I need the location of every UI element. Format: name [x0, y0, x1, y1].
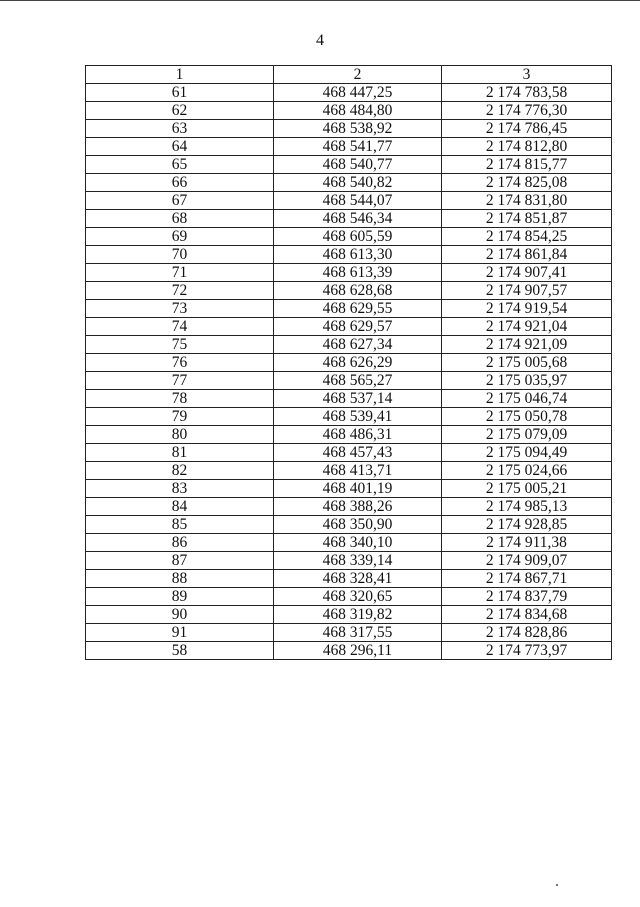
x-coordinate-cell: 468 413,71	[274, 462, 442, 480]
y-coordinate-cell: 2 174 776,30	[442, 102, 612, 120]
table-row	[86, 588, 612, 606]
page-top-edge	[0, 0, 640, 1]
y-coordinate-cell: 2 175 024,66	[442, 462, 612, 480]
y-coordinate-cell: 2 175 094,49	[442, 444, 612, 462]
table-row	[86, 336, 612, 354]
point-number-cell: 66	[86, 174, 274, 192]
point-number-cell: 63	[86, 120, 274, 138]
y-coordinate-cell: 2 174 828,86	[442, 624, 612, 642]
table-row	[86, 480, 612, 498]
x-coordinate-cell: 468 447,25	[274, 84, 442, 102]
table-row	[86, 498, 612, 516]
point-number-cell: 85	[86, 516, 274, 534]
x-coordinate-cell: 468 629,57	[274, 318, 442, 336]
point-number-cell: 69	[86, 228, 274, 246]
x-coordinate-cell: 468 296,11	[274, 642, 442, 660]
point-number-cell: 72	[86, 282, 274, 300]
table-row	[86, 84, 612, 102]
y-coordinate-cell: 2 175 005,68	[442, 354, 612, 372]
x-coordinate-cell: 468 629,55	[274, 300, 442, 318]
table-row	[86, 390, 612, 408]
table-row	[86, 516, 612, 534]
table-row	[86, 570, 612, 588]
x-coordinate-cell: 468 317,55	[274, 624, 442, 642]
table-row	[86, 444, 612, 462]
point-number-cell: 58	[86, 642, 274, 660]
y-coordinate-cell: 2 174 907,41	[442, 264, 612, 282]
point-number-cell: 84	[86, 498, 274, 516]
scan-speck	[556, 884, 558, 886]
x-coordinate-cell: 468 565,27	[274, 372, 442, 390]
x-coordinate-cell: 468 319,82	[274, 606, 442, 624]
point-number-cell: 61	[86, 84, 274, 102]
table-row	[86, 156, 612, 174]
header-cell-x: 2	[274, 66, 442, 84]
point-number-cell: 76	[86, 354, 274, 372]
point-number-cell: 82	[86, 462, 274, 480]
y-coordinate-cell: 2 174 861,84	[442, 246, 612, 264]
point-number-cell: 68	[86, 210, 274, 228]
table-row	[86, 120, 612, 138]
y-coordinate-cell: 2 174 825,08	[442, 174, 612, 192]
y-coordinate-cell: 2 174 851,87	[442, 210, 612, 228]
x-coordinate-cell: 468 628,68	[274, 282, 442, 300]
point-number-cell: 91	[86, 624, 274, 642]
x-coordinate-cell: 468 350,90	[274, 516, 442, 534]
y-coordinate-cell: 2 174 786,45	[442, 120, 612, 138]
x-coordinate-cell: 468 484,80	[274, 102, 442, 120]
coordinates-table	[85, 65, 612, 660]
point-number-cell: 86	[86, 534, 274, 552]
point-number-cell: 62	[86, 102, 274, 120]
table-row	[86, 300, 612, 318]
point-number-cell: 65	[86, 156, 274, 174]
y-coordinate-cell: 2 174 815,77	[442, 156, 612, 174]
table-row	[86, 102, 612, 120]
table-row	[86, 552, 612, 570]
table-header-row	[86, 66, 612, 84]
x-coordinate-cell: 468 388,26	[274, 498, 442, 516]
y-coordinate-cell: 2 174 834,68	[442, 606, 612, 624]
header-cell-point: 1	[86, 66, 274, 84]
table-row	[86, 228, 612, 246]
point-number-cell: 70	[86, 246, 274, 264]
y-coordinate-cell: 2 174 867,71	[442, 570, 612, 588]
point-number-cell: 90	[86, 606, 274, 624]
x-coordinate-cell: 468 605,59	[274, 228, 442, 246]
y-coordinate-cell: 2 174 921,09	[442, 336, 612, 354]
table-row	[86, 606, 612, 624]
y-coordinate-cell: 2 175 046,74	[442, 390, 612, 408]
y-coordinate-cell: 2 175 050,78	[442, 408, 612, 426]
x-coordinate-cell: 468 538,92	[274, 120, 442, 138]
point-number-cell: 81	[86, 444, 274, 462]
table-row	[86, 138, 612, 156]
point-number-cell: 88	[86, 570, 274, 588]
x-coordinate-cell: 468 401,19	[274, 480, 442, 498]
x-coordinate-cell: 468 546,34	[274, 210, 442, 228]
point-number-cell: 87	[86, 552, 274, 570]
table-row	[86, 408, 612, 426]
table-row	[86, 534, 612, 552]
table-row	[86, 282, 612, 300]
point-number-cell: 80	[86, 426, 274, 444]
y-coordinate-cell: 2 174 812,80	[442, 138, 612, 156]
x-coordinate-cell: 468 613,30	[274, 246, 442, 264]
y-coordinate-cell: 2 174 907,57	[442, 282, 612, 300]
table-row	[86, 318, 612, 336]
point-number-cell: 89	[86, 588, 274, 606]
point-number-cell: 77	[86, 372, 274, 390]
point-number-cell: 71	[86, 264, 274, 282]
x-coordinate-cell: 468 627,34	[274, 336, 442, 354]
y-coordinate-cell: 2 174 911,38	[442, 534, 612, 552]
y-coordinate-cell: 2 174 837,79	[442, 588, 612, 606]
y-coordinate-cell: 2 174 831,80	[442, 192, 612, 210]
table-row	[86, 192, 612, 210]
x-coordinate-cell: 468 544,07	[274, 192, 442, 210]
table-row	[86, 174, 612, 192]
x-coordinate-cell: 468 340,10	[274, 534, 442, 552]
x-coordinate-cell: 468 539,41	[274, 408, 442, 426]
table-row	[86, 354, 612, 372]
table-row	[86, 264, 612, 282]
x-coordinate-cell: 468 540,82	[274, 174, 442, 192]
point-number-cell: 73	[86, 300, 274, 318]
x-coordinate-cell: 468 541,77	[274, 138, 442, 156]
y-coordinate-cell: 2 174 985,13	[442, 498, 612, 516]
table-body	[86, 84, 612, 660]
y-coordinate-cell: 2 174 928,85	[442, 516, 612, 534]
y-coordinate-cell: 2 174 773,97	[442, 642, 612, 660]
table-row	[86, 246, 612, 264]
table-row	[86, 624, 612, 642]
x-coordinate-cell: 468 320,65	[274, 588, 442, 606]
x-coordinate-cell: 468 486,31	[274, 426, 442, 444]
y-coordinate-cell: 2 175 035,97	[442, 372, 612, 390]
y-coordinate-cell: 2 175 005,21	[442, 480, 612, 498]
table-row	[86, 462, 612, 480]
y-coordinate-cell: 2 174 783,58	[442, 84, 612, 102]
table-row	[86, 426, 612, 444]
page-number: 4	[316, 32, 324, 49]
table-row	[86, 372, 612, 390]
x-coordinate-cell: 468 328,41	[274, 570, 442, 588]
point-number-cell: 79	[86, 408, 274, 426]
y-coordinate-cell: 2 174 919,54	[442, 300, 612, 318]
point-number-cell: 78	[86, 390, 274, 408]
y-coordinate-cell: 2 174 921,04	[442, 318, 612, 336]
point-number-cell: 64	[86, 138, 274, 156]
x-coordinate-cell: 468 626,29	[274, 354, 442, 372]
point-number-cell: 74	[86, 318, 274, 336]
x-coordinate-cell: 468 339,14	[274, 552, 442, 570]
x-coordinate-cell: 468 537,14	[274, 390, 442, 408]
y-coordinate-cell: 2 174 854,25	[442, 228, 612, 246]
table-row	[86, 210, 612, 228]
x-coordinate-cell: 468 540,77	[274, 156, 442, 174]
point-number-cell: 75	[86, 336, 274, 354]
y-coordinate-cell: 2 174 909,07	[442, 552, 612, 570]
header-cell-y: 3	[442, 66, 612, 84]
table-row	[86, 642, 612, 660]
y-coordinate-cell: 2 175 079,09	[442, 426, 612, 444]
point-number-cell: 67	[86, 192, 274, 210]
table-header	[86, 66, 612, 84]
x-coordinate-cell: 468 457,43	[274, 444, 442, 462]
point-number-cell: 83	[86, 480, 274, 498]
x-coordinate-cell: 468 613,39	[274, 264, 442, 282]
